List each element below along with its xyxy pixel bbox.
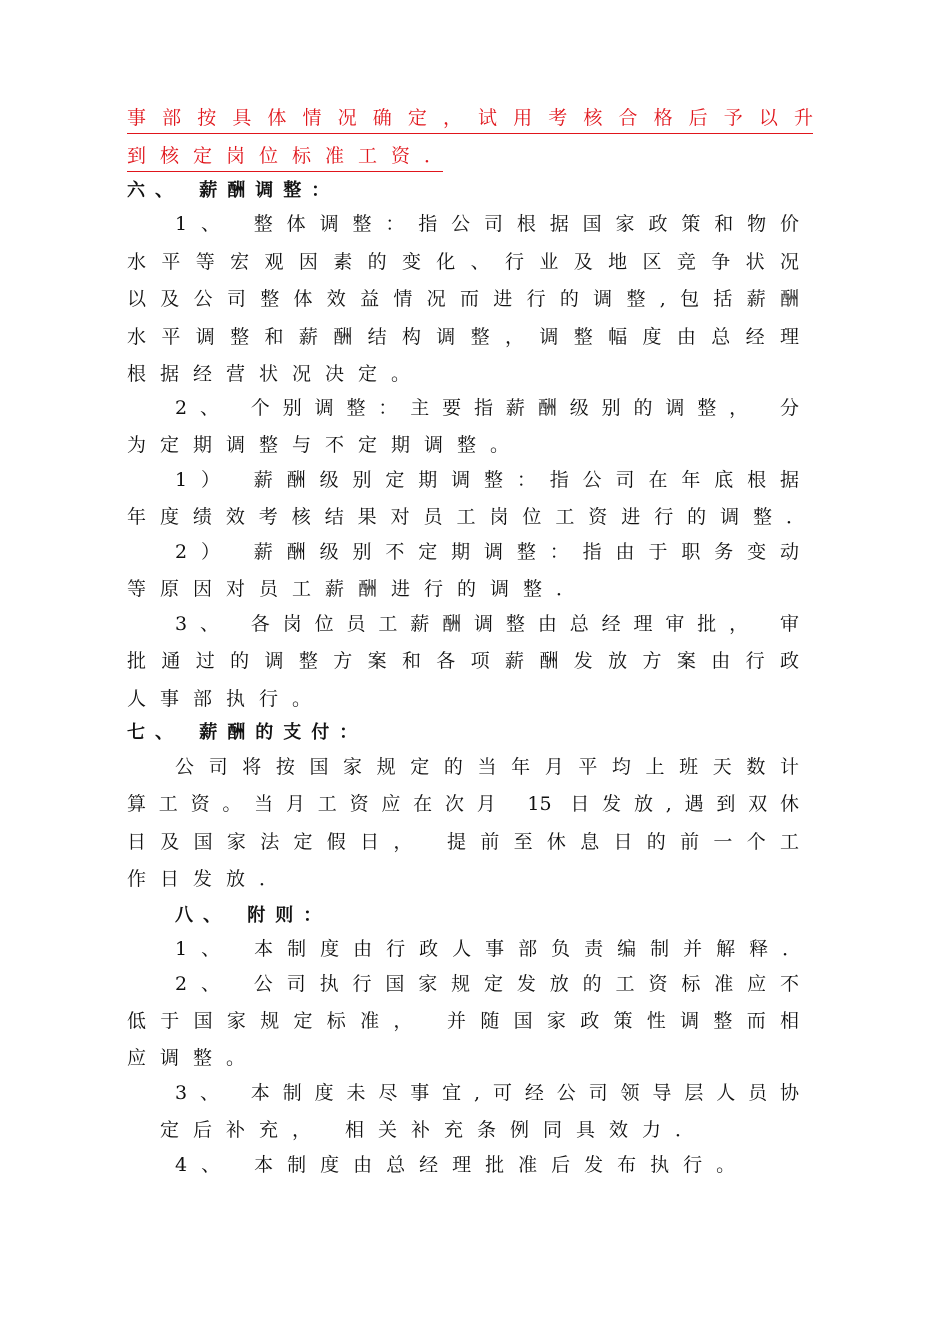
section-heading-salary-payment: 七、 薪酬的支付： [127,722,368,743]
paragraph-line: 日及国家法定假日， 提前至休息日的前一个工 [127,831,799,853]
paragraph-line: 2） 薪酬级别不定期调整：指由于职务变动 [175,541,799,563]
paragraph-line: 作日发放． [127,868,293,890]
paragraph-line: 定后补充， 相关补充条例同具效力． [160,1119,709,1141]
paragraph-line: 以及公司整体效益情况而进行的调整,包括薪酬 [127,288,799,310]
section-heading-salary-adjustment: 六、 薪酬调整： [127,180,340,201]
paragraph-line: 水平调整和薪酬结构调整，调整幅度由总经理 [127,326,799,348]
paragraph-line: 2、 个别调整：主要指薪酬级别的调整， 分 [175,397,799,419]
paragraph-line: 为定期调整与不定期调整。 [127,434,524,456]
paragraph-line: 年度绩效考核结果对员工岗位工资进行的调整． [127,506,805,528]
paragraph-line: 批通过的调整方案和各项薪酬发放方案由行政 [127,650,799,672]
paragraph-line-red: 到核定岗位标准工资． [127,141,443,172]
paragraph-line: 根据经营状况决定。 [127,363,425,385]
paragraph-line: 算工资。当月工资应在次月 15 日发放,遇到双休 [127,793,799,815]
section-heading-appendix: 八、 附则： [175,905,332,926]
paragraph-line: 1、 本制度由行政人事部负责编制并解释． [175,938,816,960]
paragraph-line: 低于国家规定标准， 并随国家政策性调整而相 [127,1010,799,1032]
paragraph-line: 3、 本制度未尽事宜,可经公司领导层人员协 [175,1082,799,1104]
paragraph-line: 1） 薪酬级别定期调整：指公司在年底根据 [175,469,799,491]
paragraph-line-red: 事部按具体情况确定，试用考核合格后予以升 [127,103,813,134]
paragraph-line: 3、 各岗位员工薪酬调整由总经理审批， 审 [175,613,799,635]
paragraph-line: 2、 公司执行国家规定发放的工资标准应不 [175,973,799,995]
paragraph-line: 水平等宏观因素的变化、行业及地区竞争状况 [127,251,799,273]
paragraph-line: 4、 本制度由总经理批准后发布执行。 [175,1154,750,1176]
paragraph-line: 等原因对员工薪酬进行的调整． [127,578,590,600]
paragraph-line: 1、 整体调整：指公司根据国家政策和物价 [175,213,799,235]
paragraph-line: 人事部执行。 [127,688,326,710]
paragraph-line: 应调整。 [127,1047,260,1069]
paragraph-line: 公司将按国家规定的当年月平均上班天数计 [175,756,799,778]
